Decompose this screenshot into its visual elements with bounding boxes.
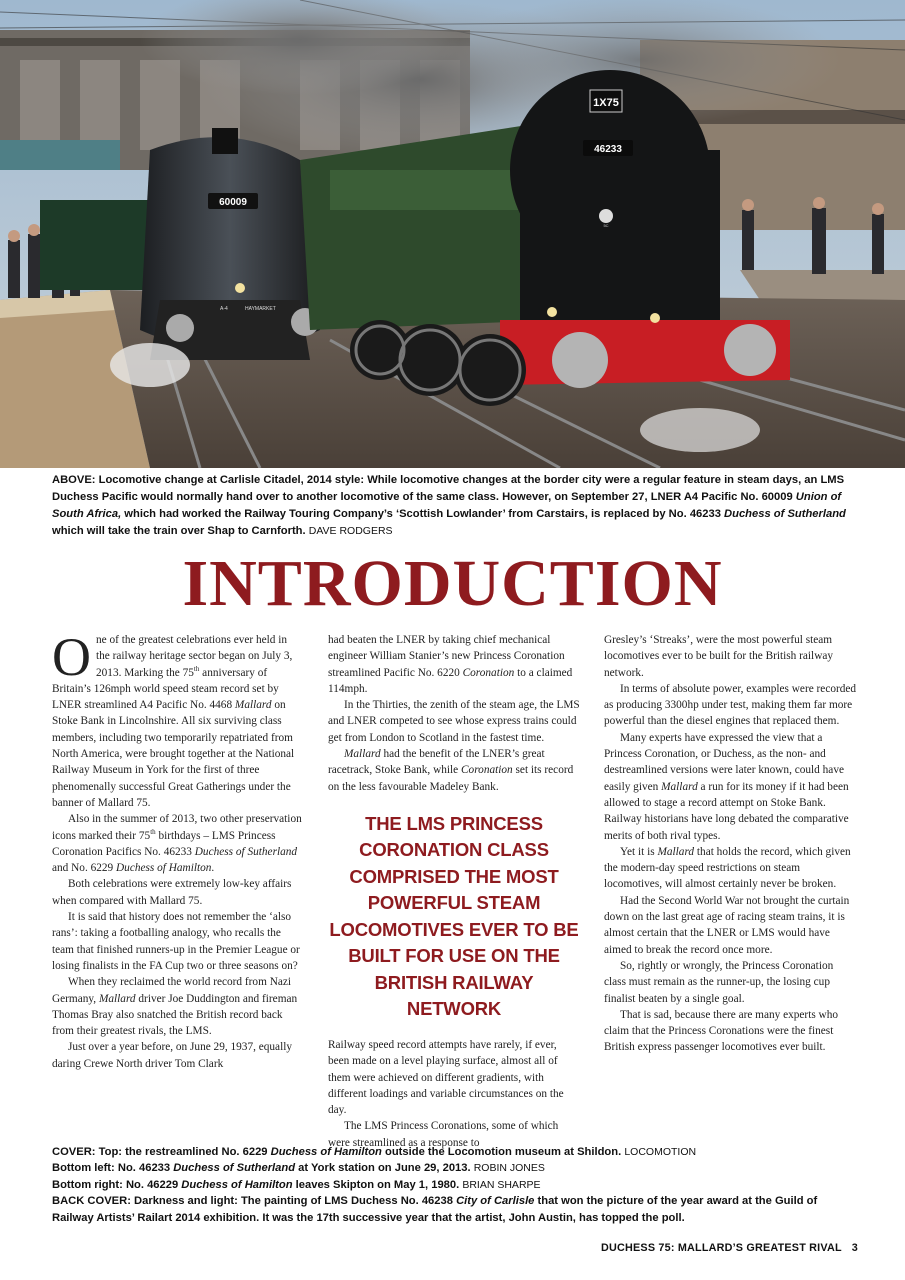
article-column-2 xyxy=(328,632,580,1151)
paragraph: The LMS Princess Coronations, some of which were streamlined as a response to xyxy=(328,1120,559,1149)
cover-credit-line: COVER: Top: the restreamlined No. 6229 Duchess of Hamilton outside the Locomotion museum at Shildon. LOCOMOTION xyxy=(52,1146,697,1158)
pull-quote: THE LMS PRINCESS CORONATION CLASS COMPRISED THE MOST POWERFUL STEAM LOCOMOTIVES EVER TO BE BUILT FOR USE ON THE BRITISH RAILWAY NETWORK xyxy=(329,812,579,1020)
duchess-headboard: 1X75 xyxy=(593,97,619,109)
photo-credit: DAVE RODGERS xyxy=(308,525,393,537)
svg-text:5C: 5C xyxy=(603,223,609,228)
paragraph: Had the Second World War not brought the curtain down on the last great age of racing steam trains, it is almost certain that the LNER or LMS would have aimed to break the record once more. xyxy=(604,894,850,956)
photo-caption: ABOVE: Locomotive change at Carlisle Citadel, 2014 style: While locomotive changes at the border city were a regular feature in steam days, an LMS Duchess Pacific would normally hand over to another locomotive of the same class. However, on September 27, LNER A4 Pacific No. 60009 Union of South Africa, which had worked the Railway Touring Company’s ‘Scottish Lowlander’ from Carstairs, is replaced by No. 46233 Duchess of Sutherland which will take the train over Shap to Carnforth. DAVE RODGERS xyxy=(52,474,846,537)
paragraph: Gresley’s ‘Streaks’, were the most powerful steam locomotives ever to be built for the British railway network. xyxy=(604,634,834,679)
page-footer xyxy=(601,1242,858,1254)
paragraph: In terms of absolute power, examples were recorded as producing 3300hp under test, making them far more powerful than the diesel engines that replaced them. xyxy=(604,682,857,728)
hero-photo xyxy=(0,0,905,468)
a4-number-plate: 60009 xyxy=(219,197,247,208)
paragraph: Yet it is Mallard that holds the record, which given the modern-day speed restrictions on steam locomotives, will almost certainly never be broken. xyxy=(604,845,851,891)
cover-credit-line: Bottom right: No. 46229 Duchess of Hamilton leaves Skipton on May 1, 1980. BRIAN SHARPE xyxy=(52,1178,541,1191)
paragraph: Many experts have expressed the view that a Princess Coronation, or Duchess, as the non- and destreamlined versions were later known, could have easily given Mallard a run for its money if it had been allowed to stage a record attempt on Stoke Bank. Railway historians have long debated the comparative merits of both rival types. xyxy=(604,731,849,842)
page-number: 3 xyxy=(851,1242,858,1254)
paragraph: That is sad, because there are many experts who claim that the Princess Coronations were the finest British express passenger locomotives ever built. xyxy=(604,1008,839,1054)
paragraph: It is said that history does not remember the ‘also rans’: taking a footballing analogy, who recalls the team that finished runners-up in the Premier League or losing finalists in the FA Cup two or three seasons on? xyxy=(52,911,300,972)
page-title: INTRODUCTION xyxy=(182,547,723,620)
paragraph: Just over a year before, on June 29, 1937, equally daring Crewe North driver Tom Clark xyxy=(52,1041,292,1070)
running-title: DUCHESS 75: MALLARD’S GREATEST RIVAL xyxy=(601,1242,842,1254)
paragraph: One of the greatest celebrations ever held in the railway heritage sector began on July 3, 2013. Marking the 75th anniversary of Britain’s 126mph world speed steam record set by LNER streamlined A4 Pacific No. 4468 Mallard on Stoke Bank in Lincolnshire. All six surviving class members, including two temporarily repatriated from North America, were brought together at the National Railway Museum in York for the first of three phenomenally successful Great Gatherings under the banner of Mallard 75. xyxy=(52,627,295,809)
paragraph: When they reclaimed the world record from Nazi Germany, Mallard driver Joe Duddington and fireman Thomas Bray also snatched the British record back from their greatest rivals, the LMS. xyxy=(52,976,298,1038)
drop-cap: O xyxy=(52,627,91,687)
paragraph: Both celebrations were extremely low-key affairs when compared with Mallard 75. xyxy=(52,878,292,907)
cover-credit-line: Bottom left: No. 46233 Duchess of Sutherland at York station on June 29, 2013. ROBIN JONES xyxy=(52,1162,545,1175)
cover-credits xyxy=(52,1144,860,1226)
paragraph: Also in the summer of 2013, two other preservation icons marked their 75th birthdays – LMS Princess Coronation Pacifics No. 46233 Duchess of Sutherland and No. 6229 Duchess of Hamilton. xyxy=(52,813,302,875)
svg-text:HAYMARKET: HAYMARKET xyxy=(245,306,276,312)
article-column-1 xyxy=(52,627,302,1072)
paragraph: Mallard had the benefit of the LNER’s great racetrack, Stoke Bank, while Coronation set its record on the less favourable Madeley Bank. xyxy=(328,748,574,793)
paragraph: So, rightly or wrongly, the Princess Coronation class must remain as the runner-up, the losing cup finalist beaten by a single goal. xyxy=(604,959,834,1005)
article-column-3 xyxy=(604,632,858,1056)
paragraph: Railway speed record attempts have rarely, if ever, been made on a level playing surface, almost all of them were achieved on different gradients, with different loadings and variable circumstances on the day. xyxy=(328,1038,564,1117)
paragraph: In the Thirties, the zenith of the steam age, the LMS and LNER competed to see whose express trains could get from London to Scotland in the fastest time. xyxy=(328,699,580,744)
paragraph: had beaten the LNER by taking chief mechanical engineer William Stanier’s new Princess Coronation streamlined Pacific No. 6220 Coronation to a claimed 114mph. xyxy=(328,634,573,695)
svg-text:A-4: A-4 xyxy=(220,306,228,312)
duchess-number-plate: 46233 xyxy=(594,144,622,155)
cover-credit-line: BACK COVER: Darkness and light: The painting of LMS Duchess No. 46238 City of Carlisle that won the picture of the year award at the Guild of Railway Artists’ Railart 2014 exhibition. It was the 17th successive year that the artist, John Austin, has topped the poll. xyxy=(52,1195,818,1224)
